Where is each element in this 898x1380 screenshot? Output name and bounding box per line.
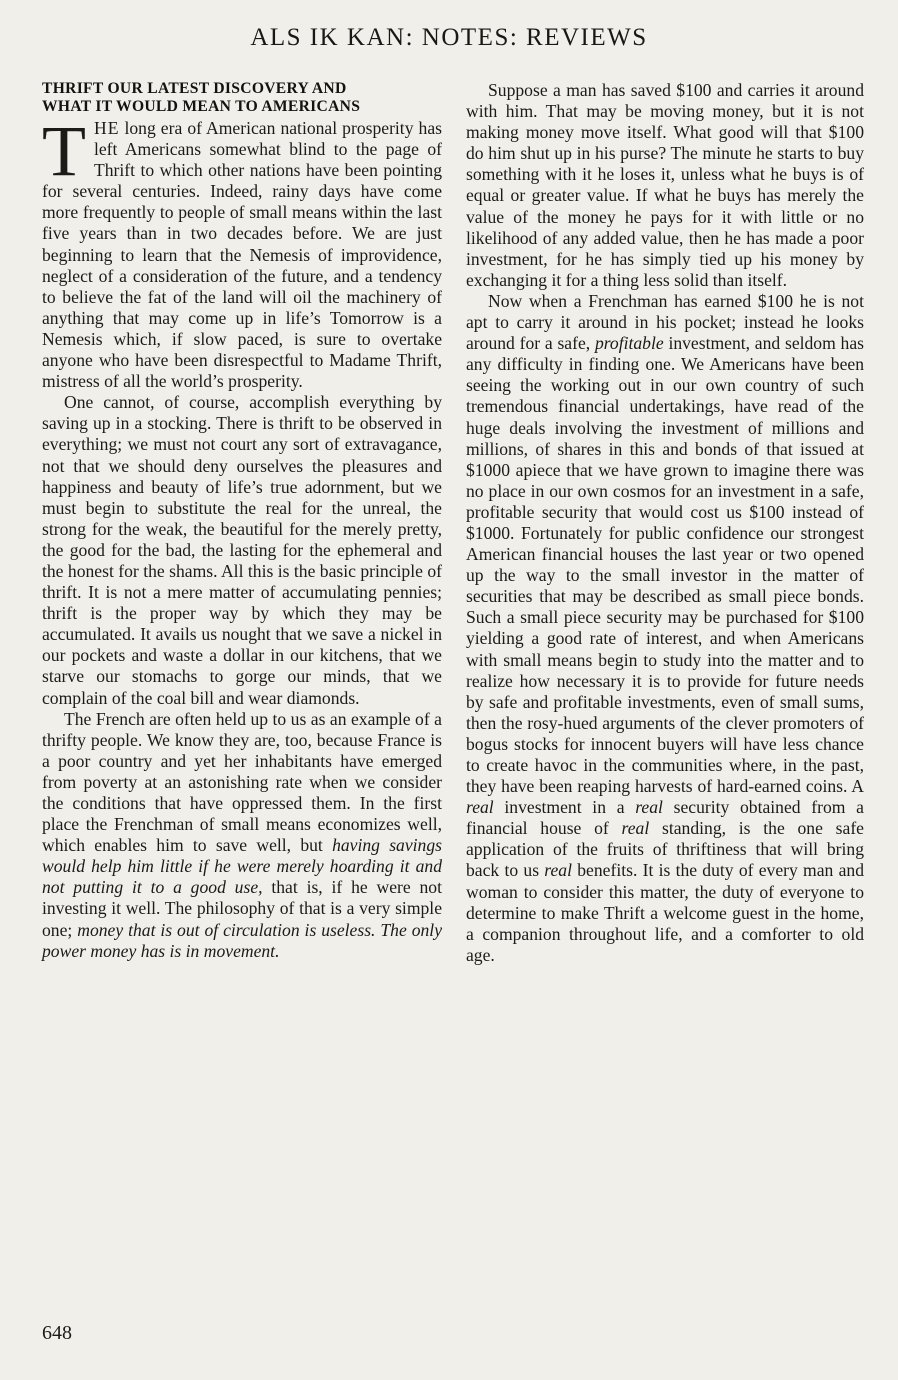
right-column <box>466 80 864 966</box>
paragraph-5-text-a: Now when a Frenchman has earned $100 he is not apt to carry it around in his pocket; instead he looks around for a safe, <box>466 290 864 354</box>
paragraph-4: Suppose a man has saved $100 and carries it around with him. That may be moving money, but it is not making money move itself. What good will that $100 do him shut up in his purse? The minute he starts to buy something with it he loses it, unless what he buys is of equal or greater value. If what he buys has merely the value of the money he pays for it with little or no likelihood of any added value, then he has made a poor investment, for he has simply tied up his money by exchanging it for a thing less solid than itself. <box>466 80 864 290</box>
paragraph-5-text-f: benefits. It is the duty of every man and woman to consider this matter, the duty of everyone to determine to make Thrift a welcome guest in the home, a companion throughout life, and a comforter to old age. <box>466 860 864 965</box>
paragraph-2: One cannot, of course, accomplish everything by saving up in a stocking. There is thrift to be observed in everything; we must not court any sort of extravagance, not that we should deny ourselves the pleasures and happiness and beauty of life’s true adornment, but we must begin to substitute the real for the unreal, the strong for the weak, the beautiful for the merely pretty, the good for the bad, the lasting for the ephemeral and the honest for the shams. All this is the basic principle of thrift. It is not a mere matter of accumulating pennies; thrift is the proper way by which they may be accumulated. It avails us nought that we save a nickel in our pockets and waste a dollar in our kitchens, that we starve our stomachs to gorge our minds, that we complain of the coal bill and wear diamonds. <box>42 392 442 708</box>
paragraph-5-italic-real-3: real <box>621 818 650 839</box>
paragraph-5-italic-real-2: real <box>635 797 663 818</box>
paragraph-5-italic-real-4: real <box>544 860 572 881</box>
paragraph-1-lead: HE <box>93 118 120 138</box>
drop-cap: T <box>42 111 86 191</box>
article-title-line-2: WHAT IT WOULD MEAN TO AMERICANS <box>42 97 361 115</box>
running-head: ALS IK KAN: NOTES: REVIEWS <box>250 24 648 51</box>
paragraph-5-text-c: investment in a <box>493 797 636 818</box>
article-title <box>42 80 442 115</box>
page-number: 648 <box>42 1322 72 1344</box>
paragraph-3-italic-a: having savings would help him little if he were merely hoarding it and not putting it to a good use, <box>42 835 442 898</box>
paragraph-3-italic-b: money that is out of circulation is useless. The only power money has is in movement. <box>42 919 442 961</box>
paragraph-3 <box>42 709 442 962</box>
left-column <box>42 80 442 962</box>
paragraph-5 <box>466 291 864 966</box>
paragraph-5-text-b: investment, and seldom has any difficulty in finding one. We Americans have been seeing the working out in our own country of such tremendous financial undertakings, have read of the huge deals involving the investment of millions and millions, of shares in this and bonds of that issued at $1000 apiece that we have grown to imagine there was no place in our own cosmos for an investment in a safe, profitable security that would cost us $100 instead of $1000. Fortunately for public confidence our strongest American financial houses the last year or two opened up the way to the small investor in the matter of securities that may be described as small piece bonds. Such a small piece security may be purchased for $100 yielding a good rate of interest, and when Americans with small means begin to study into the matter and to realize how necessary it is to provide for future needs by safe and profitable investments, even of small sums, then the rosy-hued arguments of the clever promoters of bogus stocks for innocent buyers will have less chance to create havoc in the communities where, in the past, they have been reaping harvests of hard-earned coins. A <box>466 333 864 797</box>
paragraph-1-text: long era of American national prosperity has left Americans somewhat blind to the page of Thrift to which other nations have been pointing for several centuries. Indeed, rainy days have come more frequently to people of small means within the last five years than in two decades before. We are just beginning to learn that the Nemesis of improvidence, neglect of a consideration of the future, and a tendency to believe the fat of the land will oil the machinery of anything that may come up in life’s Tomorrow is a Nemesis which, if slow paced, is sure to overtake anyone who have been disrespectful to Madame Thrift, mistress of all the world’s prosperity. <box>42 118 442 392</box>
paragraph-5-text-e: standing, is the one safe application of the fruits of thriftiness that will bring back to us <box>466 818 864 881</box>
paragraph-3-text-b: that is, if he were not investing it well. The philosophy of that is a very simple one; <box>42 877 442 940</box>
paragraph-1 <box>42 111 442 392</box>
paragraph-5-italic-profitable: profitable <box>594 333 664 354</box>
paragraph-3-text-a: The French are often held up to us as an example of a thrifty people. We know they are, too, because France is a poor country and yet her inhabitants have emerged from poverty at an astonishing rate when we consider the conditions that have oppressed them. In the first place the Frenchman of small means economizes well, which enables him to save well, but <box>42 708 442 856</box>
paragraph-5-italic-real-1: real <box>466 797 494 818</box>
article-title-line-1: THRIFT OUR LATEST DISCOVERY AND <box>42 80 347 97</box>
paragraph-5-text-d: security obtained from a financial house of <box>466 797 864 839</box>
